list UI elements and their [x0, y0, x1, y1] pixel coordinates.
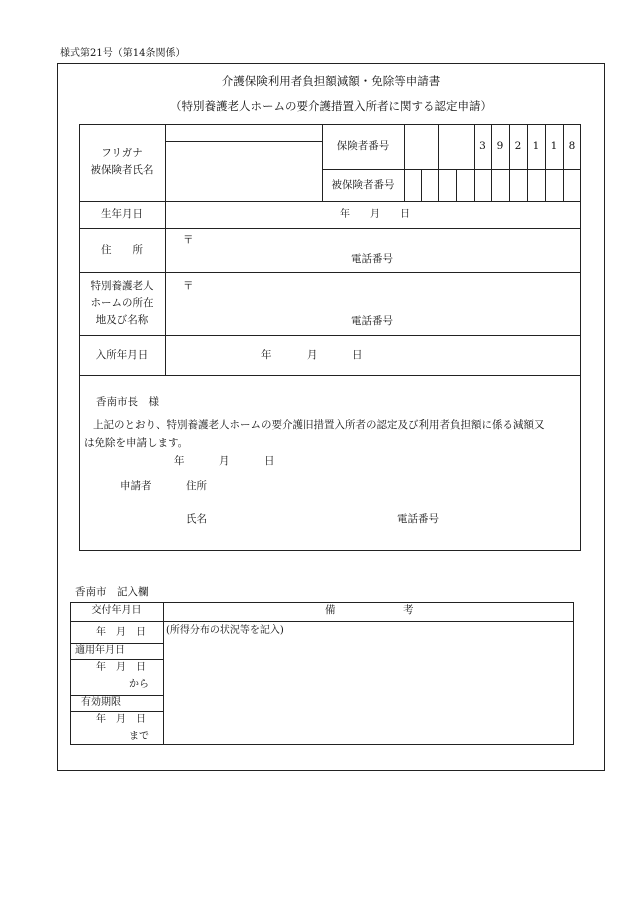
addressee: 香南市長 様 [96, 396, 159, 408]
city-section-title: 香南市 記入欄 [75, 586, 149, 598]
address-postal-mark: 〒 [183, 234, 194, 246]
address-phone-label: 電話番号 [351, 253, 393, 265]
request-body-line1: 上記のとおり、特別養護老人ホームの要介護旧措置入所者の認定及び利用者負担額に係る減額又 [93, 419, 545, 431]
request-body-line2: は免除を申請します。 [84, 437, 189, 449]
furigana-label: フリガナ [101, 147, 143, 159]
insurer-digit-5: 2 [514, 140, 522, 152]
remarks-header-1: 備 [325, 604, 336, 616]
valid-period-value: 年 月 日 [96, 714, 146, 725]
insurer-digit-7: 1 [550, 140, 558, 152]
admission-year: 年 [261, 349, 272, 361]
admission-month: 月 [307, 349, 318, 361]
applicant-address-label: 住所 [186, 480, 207, 492]
insurer-digit-8: 8 [568, 140, 576, 152]
request-date-month: 月 [219, 455, 230, 467]
birth-date-label: 生年月日 [101, 208, 143, 220]
furigana-field[interactable] [166, 125, 321, 140]
facility-postal-mark: 〒 [183, 280, 194, 292]
applicable-date-label: 適用年月日 [75, 645, 125, 656]
issue-date-label: 交付年月日 [91, 605, 142, 616]
facility-phone-label: 電話番号 [351, 315, 393, 327]
address-label: 住 所 [101, 244, 143, 256]
facility-label-line3: 地及び名称 [95, 314, 149, 326]
birth-date-value[interactable]: 年 月 日 [340, 209, 410, 220]
form-title: 介護保険利用者負担額減額・免除等申請書 [221, 74, 441, 88]
insurer-digit-3: 3 [479, 140, 486, 152]
remarks-note: (所得分布の状況等を記入) [166, 625, 284, 636]
issue-date-value: 年 月 日 [96, 627, 146, 638]
applicant-phone-label: 電話番号 [397, 513, 439, 525]
applicable-date-value: 年 月 日 [96, 662, 146, 673]
admission-day: 日 [352, 349, 363, 361]
form-subtitle: （特別養護老人ホームの要介護措置入所者に関する認定申請） [170, 99, 492, 113]
remarks-field[interactable] [164, 640, 573, 744]
insurer-number-label: 保険者番号 [336, 140, 390, 152]
insured-name-label: 被保険者氏名 [90, 164, 154, 176]
request-date-day: 日 [264, 455, 275, 467]
form-number: 様式第21号（第14条関係） [60, 48, 186, 59]
remarks-header-2: 考 [403, 604, 414, 616]
applicant-name-label: 氏名 [186, 513, 207, 525]
insured-number-field[interactable] [405, 170, 580, 200]
applicant-label: 申請者 [120, 480, 152, 492]
valid-period-label: 有効期限 [81, 697, 121, 708]
insurer-digit-6: 1 [532, 140, 540, 152]
applicable-from-label: から [129, 679, 149, 690]
request-date-year: 年 [174, 455, 185, 467]
insured-number-label: 被保険者番号 [331, 179, 395, 191]
facility-label-line1: 特別養護老人 [90, 280, 154, 292]
valid-until-label: まで [129, 731, 149, 742]
facility-label-line2: ホームの所在 [90, 297, 154, 309]
insured-name-field[interactable] [166, 142, 321, 200]
insurer-digit-4: 9 [496, 140, 504, 152]
admission-date-label: 入所年月日 [95, 349, 149, 361]
